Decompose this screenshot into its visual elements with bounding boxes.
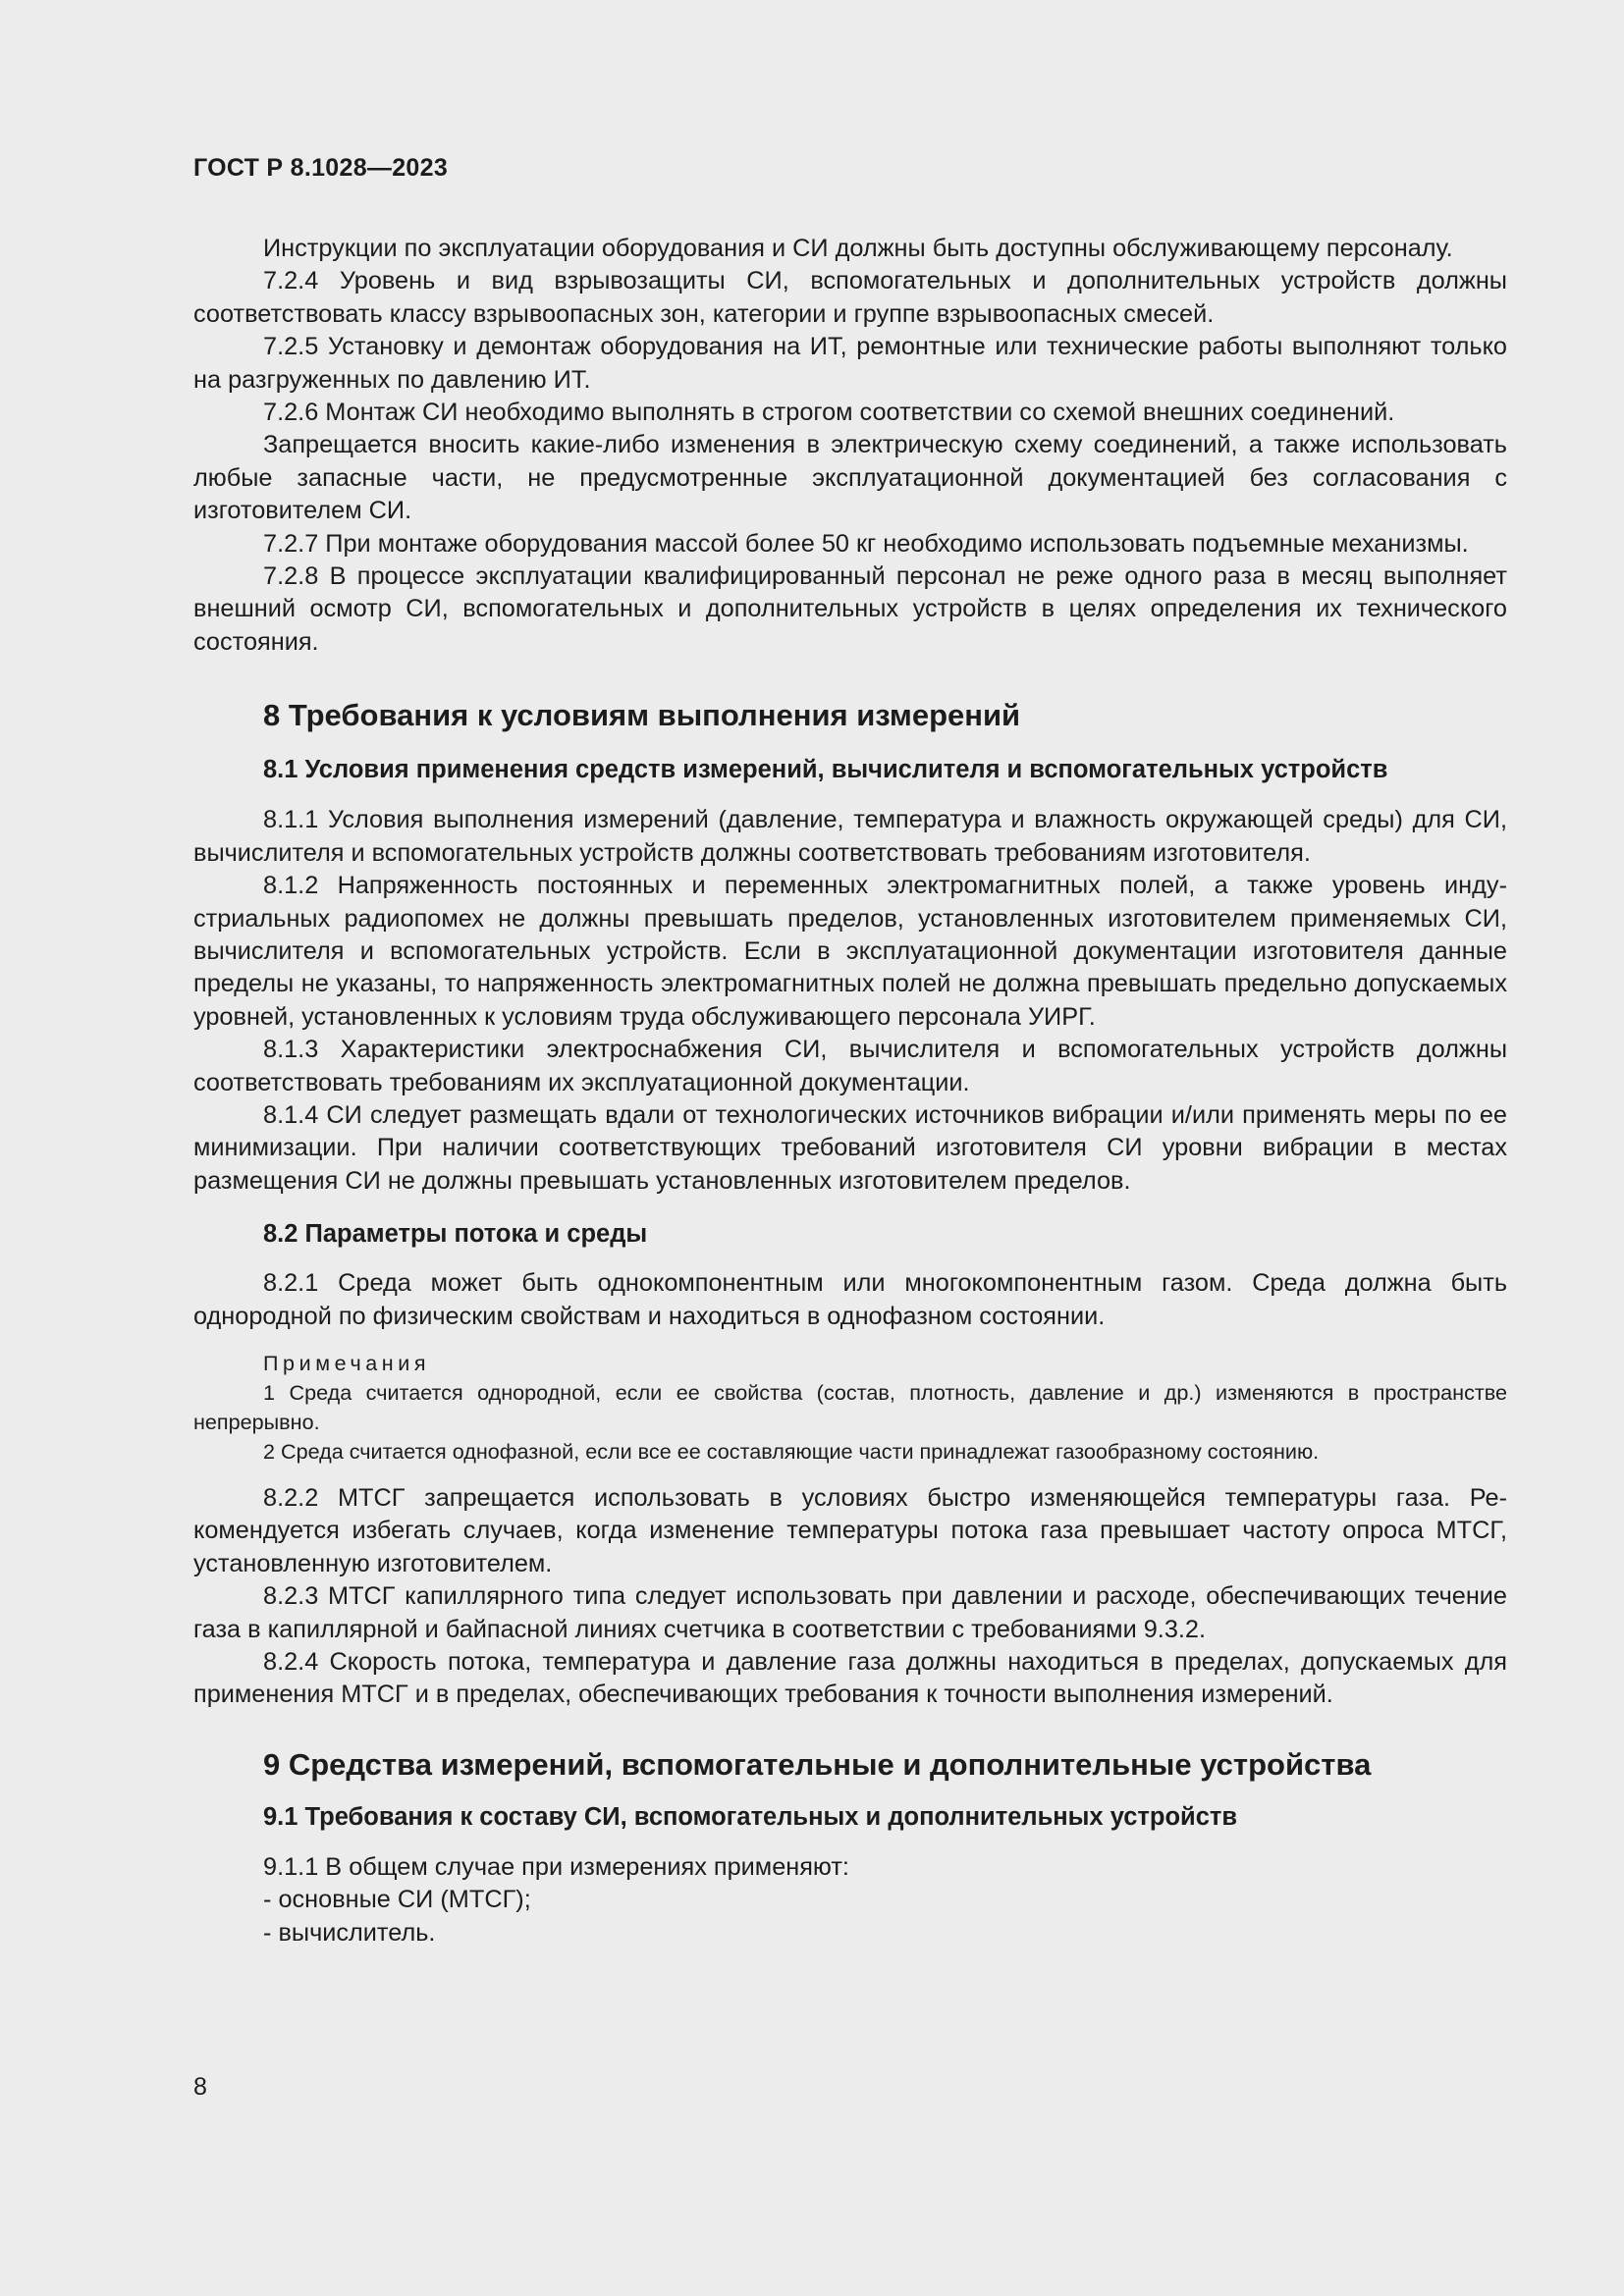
subsection-8-2-title: 8.2 Параметры потока и среды [263, 1220, 648, 1249]
section-9-title: 9 Средства измерений, вспомогательные и дополнительные устройства [263, 1746, 1372, 1782]
paragraph-instructions: Инструкции по эксплуатации оборудования и СИ должны быть доступны обслуживающему персоналу. [263, 235, 1453, 262]
note-2: 2 Среда считается однофазной, если все ее составляющие части принадлежат газообразному состоянию. [263, 1438, 1320, 1464]
clause-8-2-2: 8.2.2 МТСГ запрещается использовать в условиях быстро изменяющейся температуры газа. Рекомендуется избегать случаев, когда изменение температуры потока газа превышает частоту опроса МТСГ, установленную изготовителем. [193, 1483, 1507, 1577]
list-item: - вычислитель. [263, 1918, 436, 1947]
clause-7-2-6: 7.2.6 Монтаж СИ необходимо выполнять в строгом соответствии со схемой внешних соединений. [263, 399, 1395, 427]
notes-block [193, 1349, 1507, 1467]
clause-9-1-1: 9.1.1 В общем случае при измерениях применяют: [263, 1852, 849, 1881]
clause-8-2-1: 8.2.1 Среда может быть однокомпонентным или многокомпонентным газом. Среда должна быть однородной по физическим свойствам и находиться в однофазном состоянии. [193, 1269, 1507, 1330]
clause-8-1-1: 8.1.1 Условия выполнения измерений (давление, температура и влажность окружающей среды) для СИ, вычислителя и вспомогательных устройств должны соответствовать требованиям изготовителя. [193, 806, 1507, 867]
clause-7-2-7: 7.2.7 При монтаже оборудования массой более 50 кг необходимо использовать подъемные механизмы. [263, 529, 1469, 558]
clause-8-1-3: 8.1.3 Характеристики электроснабжения СИ, вычислителя и вспомогательных устройств должны соответствовать требованиям их эксплуатационной документации. [193, 1036, 1507, 1096]
note-1: 1 Среда считается однородной, если ее свойства (состав, плотность, давление и др.) изменяются в пространстве непрерывно. [193, 1379, 1507, 1434]
document-page [193, 147, 1507, 1949]
clause-8-1-2: 8.1.2 Напряженность постоянных и переменных электромагнитных полей, а также уровень индустриальных радиопомех не должны превышать пределов, установленных изготовителем применяемых СИ, вычислителя и вспомогательных устройств. Если в эксплуатационной документации изготовителя данные пределы не указаны, то напряженность электромагнитных полей не должна превышать предельно допускаемых уровней, установленных к условиям труда обслуживающего персонала УИРГ. [193, 872, 1507, 1031]
document-header: ГОСТ Р 8.1028—2023 [193, 154, 449, 182]
clause-7-2-8: 7.2.8 В процессе эксплуатации квалифицированный персонал не реже одного раза в месяц выполняет внешний осмотр СИ, вспомогательных и дополнительных устройств в целях определения их технического состояния. [193, 562, 1507, 656]
clause-7-2-5: 7.2.5 Установку и демонтаж оборудования на ИТ, ремонтные или технические работы выполняют только на разгруженных по давлению ИТ. [193, 333, 1507, 394]
clause-7-2-6-continuation: Запрещается вносить какие-либо изменения в электрическую схему соединений, а также использовать любые запасные части, не предусмотренные эксплуатационной документацией без согласования с изготовителем СИ. [193, 431, 1507, 525]
page-number: 8 [193, 2073, 207, 2101]
section-8-title: 8 Требования к условиям выполнения измерений [263, 698, 1021, 733]
clause-8-2-3: 8.2.3 МТСГ капиллярного типа следует использовать при давлении и расходе, обеспечивающих течение газа в капиллярной и байпасной линиях счетчика в соответствии с требованиями 9.3.2. [193, 1582, 1507, 1643]
notes-title: Примечания [263, 1351, 431, 1375]
subsection-9-1-title: 9.1 Требования к составу СИ, вспомогательных и дополнительных устройств [263, 1802, 1238, 1831]
clause-7-2-4: 7.2.4 Уровень и вид взрывозащиты СИ, вспомогательных и дополнительных устройств должны соответствовать классу взрывоопасных зон, категории и группе взрывоопасных смесей. [193, 267, 1507, 328]
subsection-8-1-title: 8.1 Условия применения средств измерений, вычислителя и вспомогательных устройств [263, 756, 1388, 784]
list-item: - основные СИ (МТСГ); [263, 1886, 531, 1914]
clause-8-1-4: 8.1.4 СИ следует размещать вдали от технологических источников вибрации и/или применять меры по ее минимизации. При наличии соответствующих требований изготовителя СИ уровни вибрации в местах размещения СИ не должны превышать установленных изготовителем пределов. [193, 1100, 1507, 1195]
clause-8-2-4: 8.2.4 Скорость потока, температура и давление газа должны находиться в пределах, допускаемых для применения МТСГ и в пределах, обеспечивающих требования к точности выполнения измерений. [193, 1648, 1507, 1709]
